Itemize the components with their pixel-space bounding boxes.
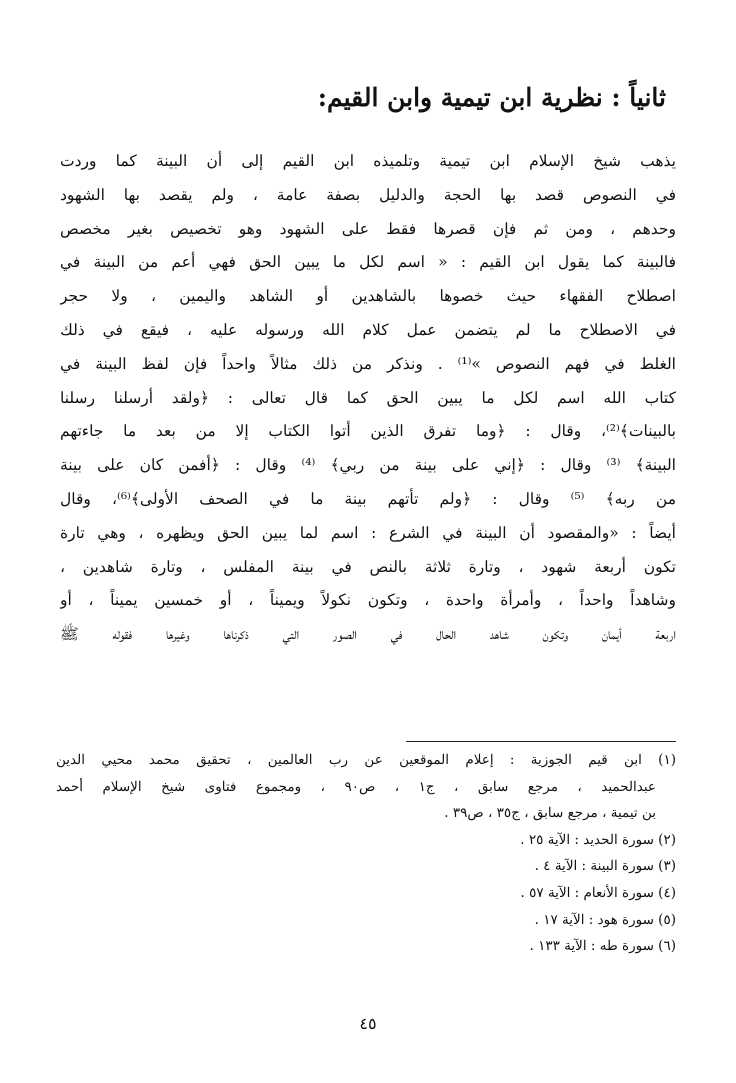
body-line: بالبينات﴾⁽²⁾، وقال : ﴿وما تفرق الذين أتوا الكتاب إلا من بعد ما جاءتهم xyxy=(60,422,676,441)
body-line: في الاصطلاح ما لم يتضمن عمل كلام الله ورسوله عليه ، فيقع في ذلك xyxy=(60,320,676,339)
body-line: كتاب الله اسم لكل ما يبين الحق كما قال تعالى : ﴿ولقد أرسلنا رسلنا xyxy=(60,388,676,407)
body-line: أيضاً : «والمقصود أن البينة في الشرع : اسم لما يبين الحق ويظهره ، وهي تارة xyxy=(60,523,676,542)
footnote-line: (٤) سورة الأنعام : الآية ٥٧ . xyxy=(520,884,676,901)
footnote-line: عبدالحميد ، مرجع سابق ، ج١ ، ص٩٠ ، ومجموع فتاوى شيخ الإسلام أحمد xyxy=(56,778,656,795)
footnote-line: (٥) سورة هود : الآية ١٧ . xyxy=(534,911,676,928)
footnote-line: (١) ابن قيم الجوزية : إعلام الموقعين عن رب العالمين ، تحقيق محمد محيي الدين xyxy=(56,752,676,768)
body-line: وشاهداً واحداً ، وأمرأة واحدة ، وتكون نكولاً ويميناً ، أو خمسين يميناً ، أو xyxy=(60,591,676,610)
body-line: اصطلاح الفقهاء حيث خصوها بالشاهدين أو الشاهد واليمين ، ولا حجر xyxy=(60,287,676,306)
body-paragraph xyxy=(60,145,676,652)
footnotes xyxy=(56,747,676,960)
page-number: ٤٥ xyxy=(359,1014,377,1033)
body-line: يذهب شيخ الإسلام ابن تيمية وتلميذه ابن القيم إلى أن البينة كما وردت xyxy=(60,152,676,170)
body-line: وحدهم ، ومن ثم فإن قصرها فقط على الشهود وهو تخصيص بغير مخصص xyxy=(60,219,676,238)
footnote-line: بن تيمية ، مرجع سابق ، ج٣٥ ، ص٣٩ . xyxy=(444,805,656,822)
body-line: تكون أربعة شهود ، وتارة ثلاثة بالنص في بينة المفلس ، وتارة شاهدين ، xyxy=(60,557,676,576)
footnote-line: (٢) سورة الحديد : الآية ٢٥ . xyxy=(520,831,676,848)
body-line: من ربه﴾ ⁽⁵⁾ وقال : ﴿ولم تأتهم بينة ما في الصحف الأولى﴾⁽⁶⁾، وقال xyxy=(60,489,676,508)
body-line: البينة﴾ ⁽³⁾ وقال : ﴿إني على بينة من ربي﴾ ⁽⁴⁾ وقال : ﴿أفمن كان على بينة xyxy=(60,456,676,475)
footnote-line: (٣) سورة البينة : الآية ٤ . xyxy=(534,858,676,875)
body-line: اربعة أيمان وتكون شاهد الحال في الصور التي ذكرناها وغيرها فقوله ﷺ xyxy=(60,625,676,644)
body-line: فالبينة كما يقول ابن القيم : « اسم لكل ما يبين الحق فهي أعم من البينة في xyxy=(60,253,676,272)
body-line: الغلط في فهم النصوص »⁽¹⁾ . ونذكر من ذلك مثالاً واحداً فإن لفظ البينة في xyxy=(60,354,676,373)
body-line: في النصوص قصد بها الحجة والدليل بصفة عامة ، ولم يقصد بها الشهود xyxy=(60,185,676,204)
footnote-separator xyxy=(406,741,676,742)
footnote-line: (٦) سورة طه : الآية ١٣٣ . xyxy=(529,938,676,955)
section-heading: ثانياً : نظرية ابن تيمية وابن القيم: xyxy=(317,83,666,112)
